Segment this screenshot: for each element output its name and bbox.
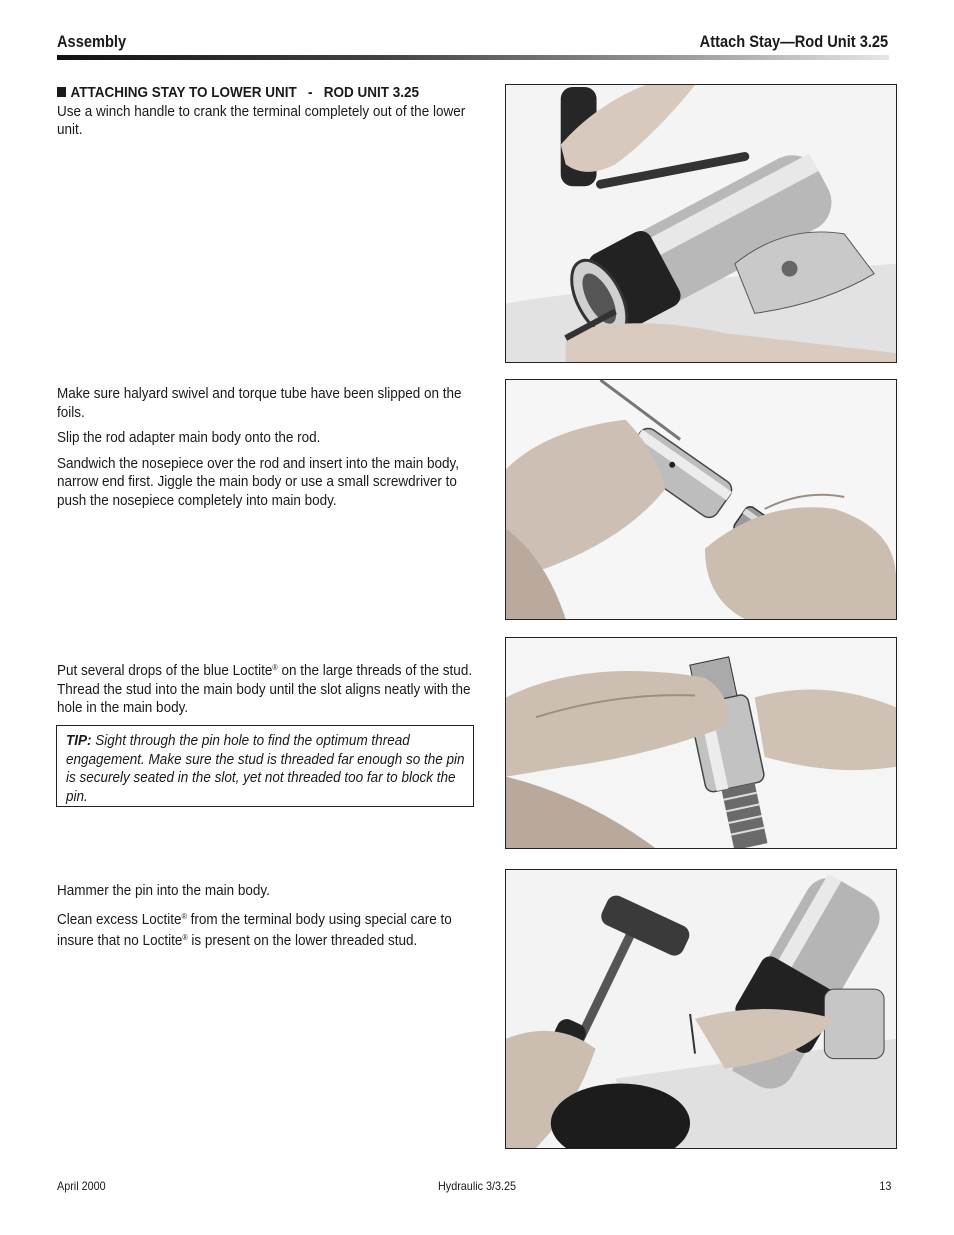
tip-text: Sight through the pin hole to find the optimum thread engagement. Make sure the stud is threaded far enough so the pin is securely seated in the slot, yet not threaded too far to block the pin. bbox=[66, 732, 465, 805]
step3-block bbox=[57, 659, 480, 725]
page-number: 13 bbox=[878, 1179, 891, 1193]
tip-box bbox=[56, 725, 474, 807]
step2-text-1: Make sure halyard swivel and torque tube have been slipped on the foils. bbox=[57, 385, 462, 421]
photo-hammer-pin bbox=[505, 869, 897, 1149]
step2-text-3: Sandwich the nosepiece over the rod and insert into the main body, narrow end first. Jiggle the main body or use a small screwdriver to push the nosepiece completely into main body. bbox=[57, 454, 460, 509]
step1-block bbox=[57, 84, 480, 147]
registered-mark: ® bbox=[272, 663, 278, 672]
step1-text: Use a winch handle to crank the terminal completely out of the lower unit. bbox=[57, 102, 466, 138]
page-title: Attach Stay—Rod Unit 3.25 bbox=[699, 32, 888, 51]
step1-heading-row bbox=[57, 84, 480, 103]
step4-text-2b: from the terminal body using special care to insure that no Loctite bbox=[57, 910, 452, 949]
photo-winch-handle-illustration bbox=[506, 85, 896, 362]
footer-date: April 2000 bbox=[57, 1179, 106, 1193]
photo-winch-handle bbox=[505, 84, 897, 363]
step4-text-1: Hammer the pin into the main body. bbox=[57, 882, 270, 899]
photo-rod-adapter-illustration bbox=[506, 380, 896, 619]
tip-label: TIP: bbox=[66, 732, 92, 749]
step2-block bbox=[57, 385, 480, 517]
step4-text-2c: is present on the lower threaded stud. bbox=[187, 932, 418, 949]
step1-heading: ATTACHING STAY TO LOWER UNIT - ROD UNIT 3.25 bbox=[70, 84, 420, 101]
step3-text-b: on the large threads of the stud. Thread the stud into the main body until the slot aligns neatly with the hole in the main body. bbox=[57, 662, 473, 716]
footer-doc: Hydraulic 3/3.25 bbox=[438, 1179, 517, 1193]
square-bullet-icon bbox=[57, 87, 66, 97]
section-title: Assembly bbox=[57, 32, 127, 51]
photo-hammer-pin-illustration bbox=[506, 870, 896, 1148]
step4-block bbox=[57, 882, 480, 958]
photo-stud-thread bbox=[505, 637, 897, 849]
step4-text-2 bbox=[57, 908, 480, 951]
photo-stud-thread-illustration bbox=[506, 638, 896, 848]
photo-rod-adapter bbox=[505, 379, 897, 620]
registered-mark: ® bbox=[181, 911, 187, 921]
step3-text-a: Put several drops of the blue Loctite bbox=[57, 662, 273, 679]
step4-text-2a: Clean excess Loctite bbox=[57, 910, 182, 928]
header-rule bbox=[57, 55, 889, 60]
registered-mark: ® bbox=[182, 933, 188, 942]
tip-content bbox=[66, 732, 476, 806]
step2-text-2: Slip the rod adapter main body onto the rod. bbox=[57, 429, 321, 446]
step3-text bbox=[57, 659, 480, 718]
